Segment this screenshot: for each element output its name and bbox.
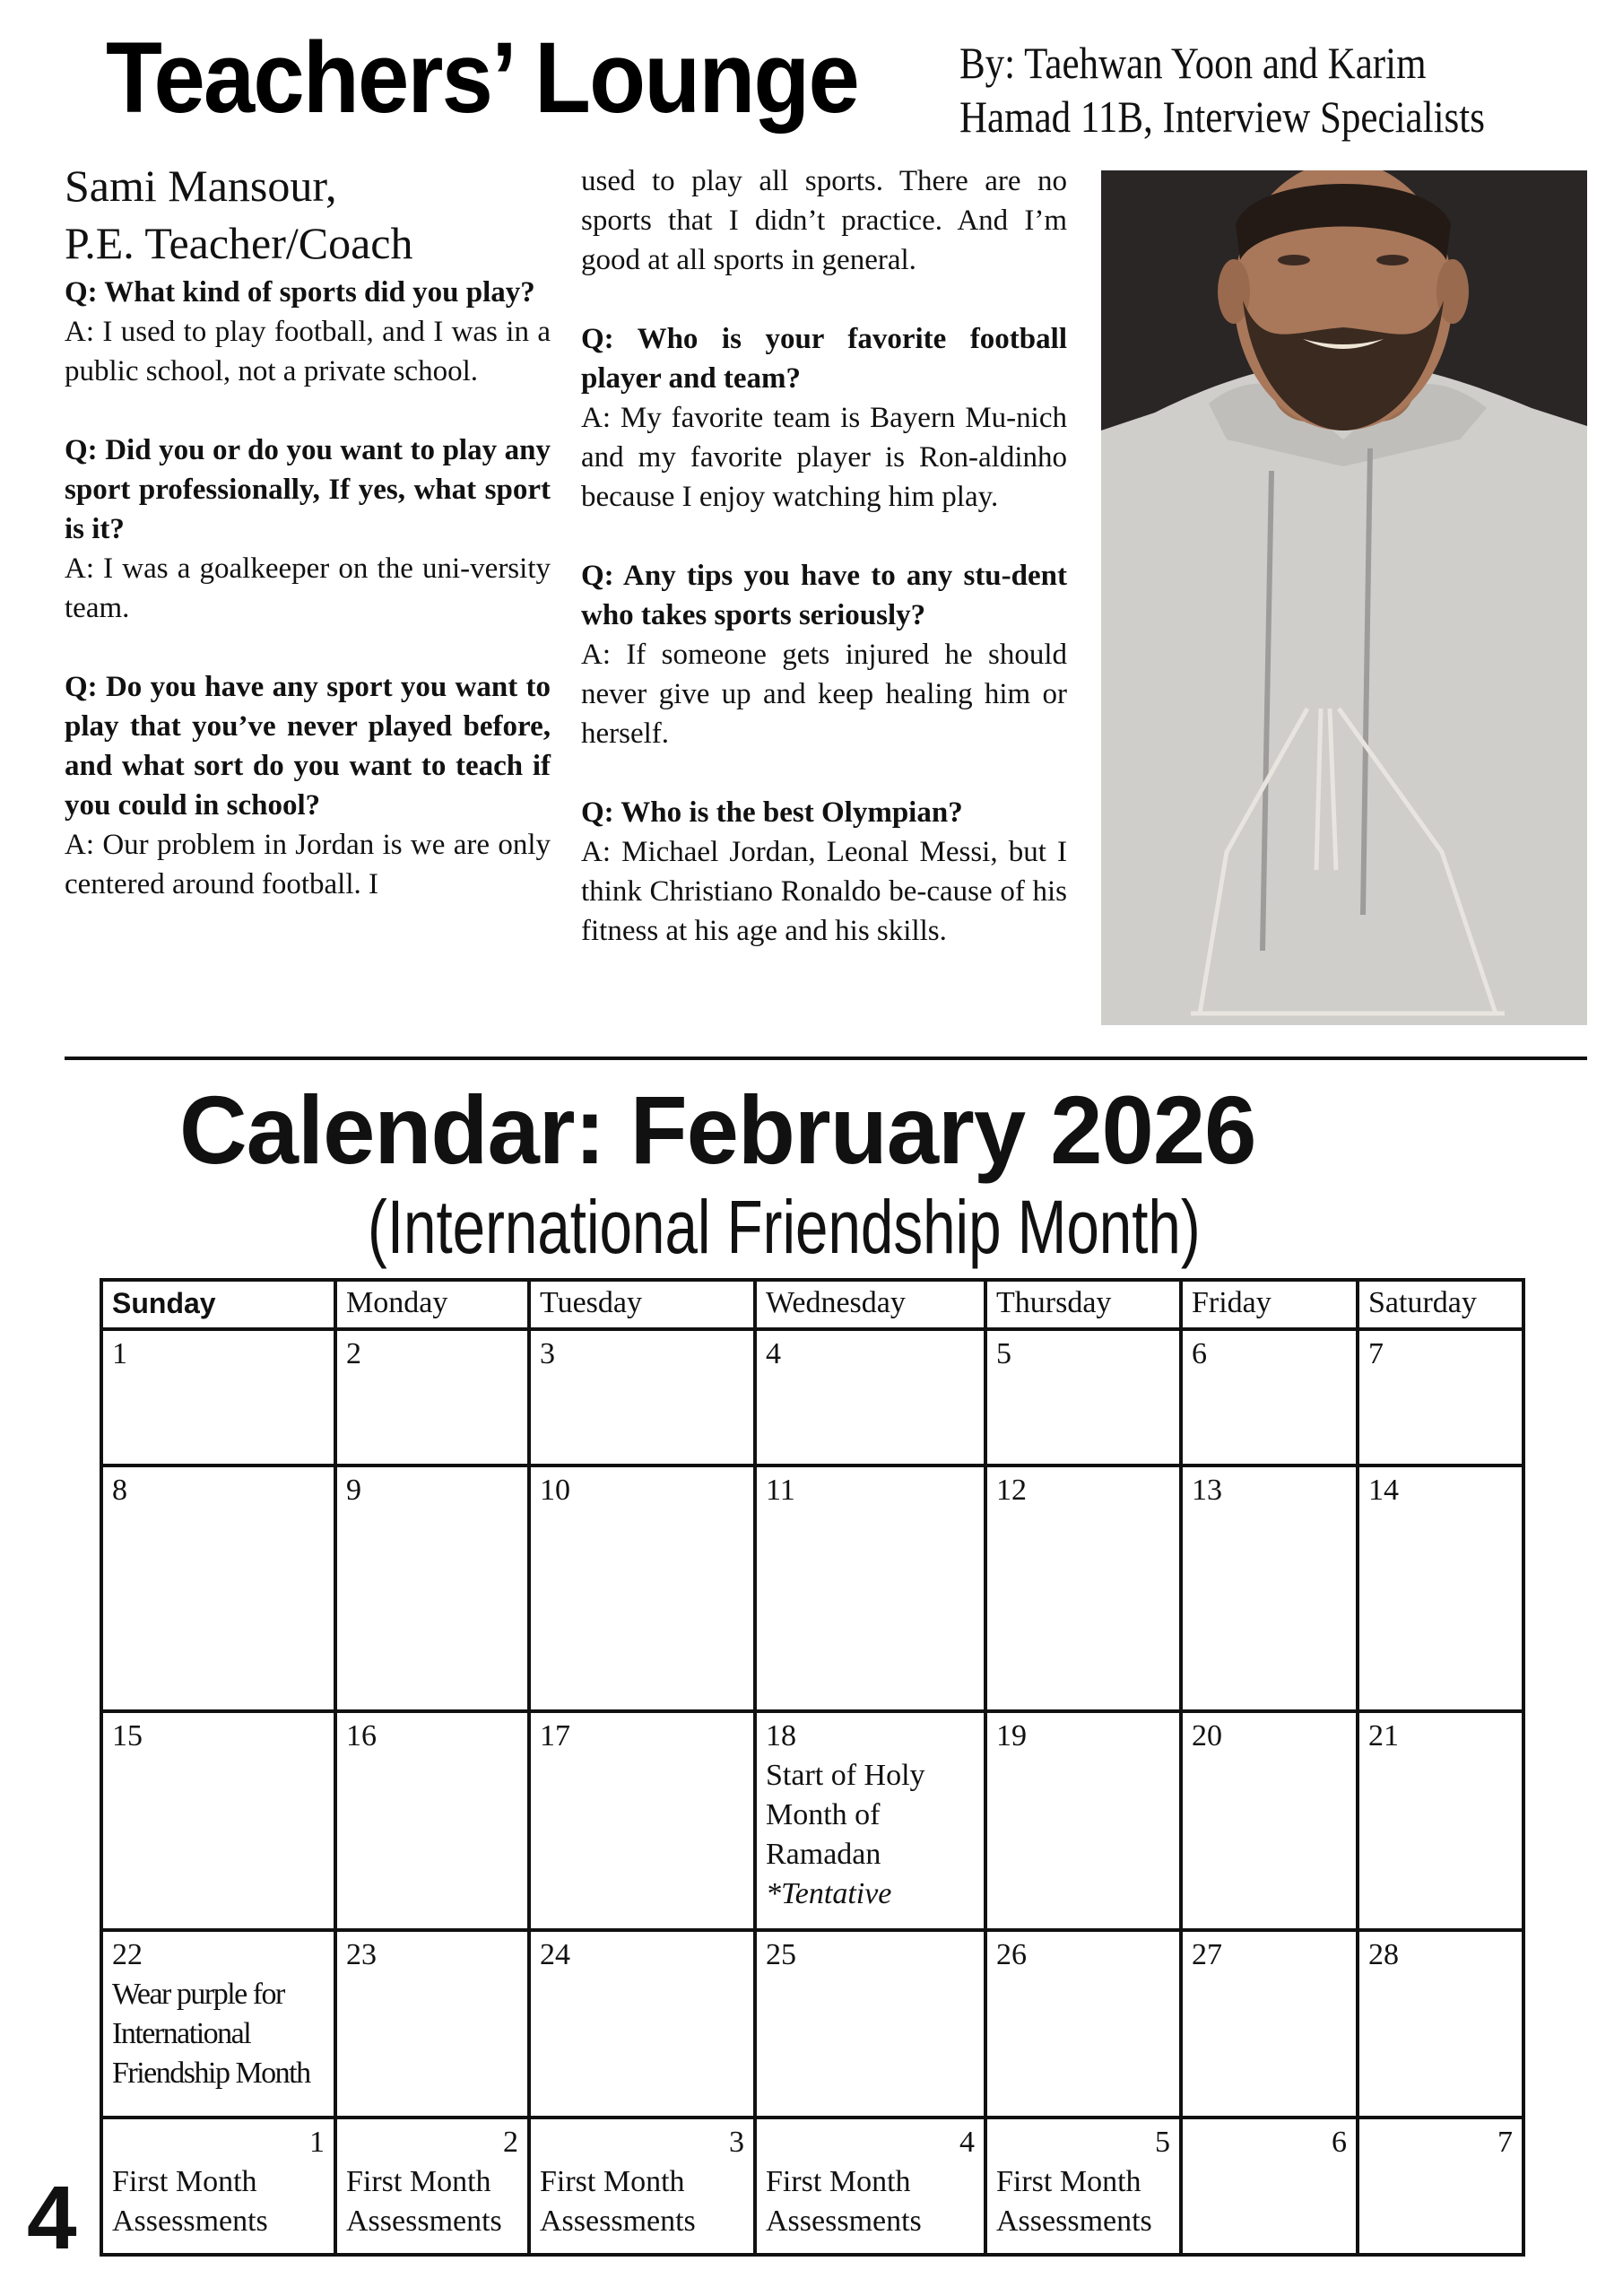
question-1: Q: What kind of sports did you play?: [65, 276, 535, 309]
event-assessments: First Month Assessments: [766, 2165, 922, 2238]
day-number: 4: [959, 2126, 975, 2159]
day-cell: [755, 1930, 985, 2118]
day-number: 11: [766, 1474, 795, 1507]
day-cell: [1181, 1930, 1358, 2118]
day-cell: [985, 1711, 1181, 1930]
calendar-week-row: [101, 1711, 1523, 1930]
day-number: 7: [1497, 2126, 1513, 2159]
day-number: 20: [1192, 1719, 1222, 1752]
day-cell: [985, 1329, 1181, 1465]
day-number: 14: [1368, 1474, 1399, 1507]
day-cell: [529, 1329, 755, 1465]
calendar-header-row: [101, 1280, 1523, 1329]
day-cell: [1358, 1465, 1523, 1711]
day-number: 28: [1368, 1938, 1399, 1971]
day-number: 3: [540, 1337, 555, 1370]
day-cell: [101, 1465, 335, 1711]
interview-column-middle: [581, 161, 1067, 951]
calendar-week-row: [101, 1329, 1523, 1465]
day-number: 25: [766, 1938, 796, 1971]
calendar-table: [100, 1278, 1525, 2257]
event-assessments: First Month Assessments: [346, 2165, 502, 2238]
day-number: 16: [346, 1719, 377, 1752]
day-number: 13: [1192, 1474, 1222, 1507]
day-cell: [335, 1930, 529, 2118]
page-number: 4: [27, 2168, 77, 2268]
day-cell: [1181, 2118, 1358, 2255]
day-number: 1: [112, 1337, 127, 1370]
day-number: 10: [540, 1474, 570, 1507]
answer-5: A: If someone gets injured he should never give up and keep healing him or herself.: [581, 639, 1067, 750]
calendar-title: Calendar: February 2026: [179, 1075, 1256, 1184]
portrait-illustration: [1101, 170, 1587, 1025]
byline-line-2: Hamad 11B, Interview Specialists: [959, 91, 1485, 142]
day-cell-assessment: [985, 2118, 1181, 2255]
question-2: Q: Did you or do you want to play any sport professionally, If yes, what sport is it?: [65, 434, 551, 545]
section-title: Teachers’ Lounge: [106, 22, 859, 134]
day-cell: [101, 1329, 335, 1465]
question-4: Q: Who is your favorite football player and team?: [581, 323, 1067, 395]
day-cell: [529, 1465, 755, 1711]
day-cell: [335, 1465, 529, 1711]
day-header-monday: Monday: [335, 1280, 529, 1329]
day-number: 6: [1332, 2126, 1347, 2159]
day-cell: [1181, 1329, 1358, 1465]
day-header-saturday: Saturday: [1358, 1280, 1523, 1329]
day-header-friday: Friday: [1181, 1280, 1358, 1329]
day-cell: [335, 1711, 529, 1930]
day-header-wednesday: Wednesday: [755, 1280, 985, 1329]
calendar-week-row-next-month: [101, 2118, 1523, 2255]
interview-column-left: [65, 158, 551, 904]
day-number: 6: [1192, 1337, 1207, 1370]
day-number: 23: [346, 1938, 377, 1971]
answer-2: A: I was a goalkeeper on the uni-versity team.: [65, 552, 551, 624]
day-cell: [985, 1930, 1181, 2118]
event-assessments: First Month Assessments: [540, 2165, 696, 2238]
day-header-thursday: Thursday: [985, 1280, 1181, 1329]
day-cell: [1181, 1711, 1358, 1930]
day-number: 4: [766, 1337, 781, 1370]
byline-line-1: By: Taehwan Yoon and Karim: [959, 38, 1427, 88]
day-cell: [1181, 1465, 1358, 1711]
day-number: 17: [540, 1719, 570, 1752]
day-number: 2: [346, 1337, 361, 1370]
day-header-sunday: Sunday: [101, 1280, 335, 1329]
day-cell: [1358, 1930, 1523, 2118]
calendar-subtitle: (International Friendship Month): [368, 1185, 1201, 1269]
day-number: 3: [729, 2126, 744, 2159]
answer-3-part-1: A: Our problem in Jordan is we are only centered around football. I: [65, 829, 551, 900]
day-cell: [755, 1329, 985, 1465]
day-cell: [335, 1329, 529, 1465]
question-6: Q: Who is the best Olympian?: [581, 796, 963, 829]
day-number: 21: [1368, 1719, 1399, 1752]
day-number: 18: [766, 1719, 796, 1752]
day-cell: [755, 1465, 985, 1711]
section-divider: [65, 1057, 1587, 1060]
day-cell: [529, 1930, 755, 2118]
answer-4: A: My favorite team is Bayern Mu-nich and my favorite player is Ron-aldinho because I enjoy watching him play.: [581, 402, 1067, 513]
day-cell: [1358, 1329, 1523, 1465]
event-assessments: First Month Assessments: [996, 2165, 1152, 2238]
question-3: Q: Do you have any sport you want to play that you’ve never played before, and what sort do you want to teach if you could in school?: [65, 671, 551, 822]
day-number: 7: [1368, 1337, 1384, 1370]
day-number: 19: [996, 1719, 1027, 1752]
event-note-tentative: *Tentative: [766, 1877, 892, 1910]
day-number: 8: [112, 1474, 127, 1507]
question-5: Q: Any tips you have to any stu-dent who takes sports seriously?: [581, 560, 1067, 631]
calendar-week-row: [101, 1465, 1523, 1711]
calendar-week-row: [101, 1930, 1523, 2118]
day-cell-assessment: [335, 2118, 529, 2255]
day-number: 12: [996, 1474, 1027, 1507]
day-cell: [985, 1465, 1181, 1711]
day-number: 26: [996, 1938, 1027, 1971]
day-number: 27: [1192, 1938, 1222, 1971]
event-assessments: First Month Assessments: [112, 2165, 268, 2238]
answer-1: A: I used to play football, and I was in a public school, not a private school.: [65, 316, 551, 387]
day-cell: [1358, 1711, 1523, 1930]
teacher-name: Sami Mansour,: [65, 161, 337, 211]
teacher-photo: [1101, 170, 1587, 1025]
answer-3-part-2: used to play all sports. There are no sports that I didn’t practice. And I’m good at all sports in general.: [581, 165, 1067, 276]
event-ramadan: Start of Holy Month of Ramadan: [766, 1759, 925, 1871]
day-cell: [529, 1711, 755, 1930]
day-number: 2: [503, 2126, 518, 2159]
day-number: 5: [1155, 2126, 1170, 2159]
byline: [959, 36, 1515, 144]
day-number: 1: [309, 2126, 325, 2159]
day-cell: [101, 1711, 335, 1930]
day-cell-assessment: [755, 2118, 985, 2255]
day-cell: [1358, 2118, 1523, 2255]
day-number: 15: [112, 1719, 143, 1752]
day-number: 22: [112, 1938, 143, 1971]
answer-6: A: Michael Jordan, Leonal Messi, but I think Christiano Ronaldo be-cause of his fitness at his age and his skills.: [581, 836, 1067, 947]
day-cell-ramadan: [755, 1711, 985, 1930]
day-number: 24: [540, 1938, 570, 1971]
day-number: 5: [996, 1337, 1011, 1370]
day-header-tuesday: Tuesday: [529, 1280, 755, 1329]
day-cell-assessment: [529, 2118, 755, 2255]
teacher-role: P.E. Teacher/Coach: [65, 218, 413, 268]
day-cell-assessment: [101, 2118, 335, 2255]
day-number: 9: [346, 1474, 361, 1507]
day-cell-friendship: [101, 1930, 335, 2118]
event-wear-purple: Wear purple for International Friendship Month: [112, 1978, 310, 2090]
